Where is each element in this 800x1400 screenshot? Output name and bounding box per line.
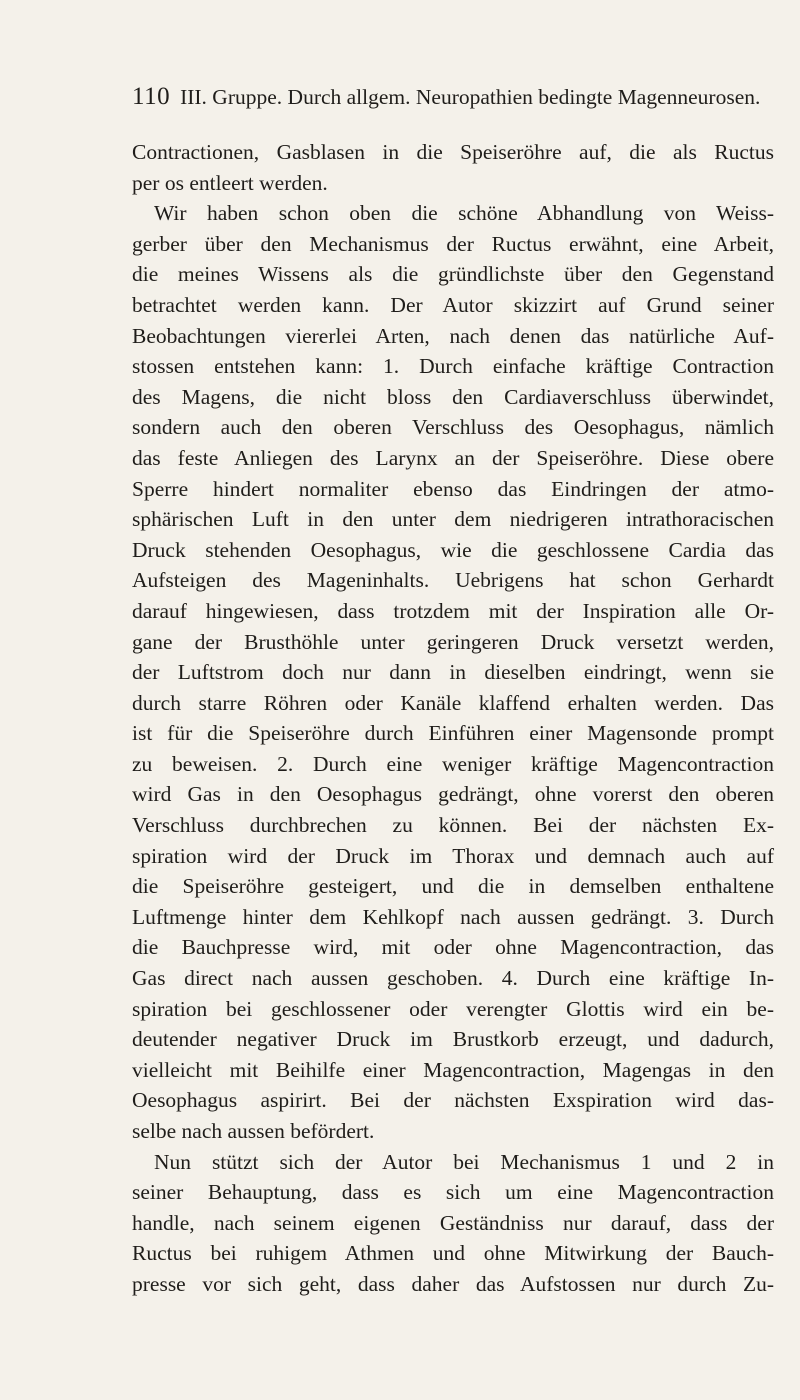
text-line: durch starre Röhren oder Kanäle klaffend erhalten werden. Das (132, 690, 774, 715)
text-line: zu beweisen. 2. Durch eine weniger kräftige Magencontraction (132, 751, 774, 776)
text-line: Druck stehenden Oesophagus, wie die geschlossene Cardia das (132, 537, 774, 562)
text-line: Luftmenge hinter dem Kehlkopf nach aussen gedrängt. 3. Durch (132, 904, 774, 929)
text-line: Beobachtungen viererlei Arten, nach denen das natürliche Auf- (132, 323, 774, 348)
text-line: Nun stützt sich der Autor bei Mechanismus 1 und 2 in (154, 1149, 774, 1174)
text-line: Aufsteigen des Mageninhalts. Uebrigens hat schon Gerhardt (132, 568, 774, 593)
text-line: handle, nach seinem eigenen Geständniss nur darauf, dass der (132, 1210, 774, 1235)
text-line: selbe nach aussen befördert. (132, 1119, 375, 1143)
text-line: darauf hingewiesen, dass trotzdem mit der Inspiration alle Or- (132, 598, 774, 623)
text-line: per os entleert werden. (132, 170, 328, 195)
page-number: 110 (132, 83, 171, 110)
text-line: vielleicht mit Beihilfe einer Magencontraction, Magengas in den (132, 1057, 774, 1082)
text-line: gane der Brusthöhle unter geringeren Druck versetzt werden, (132, 629, 774, 654)
text-line: betrachtet werden kann. Der Autor skizzirt auf Grund seiner (132, 292, 774, 317)
text-line: Sperre hindert normaliter ebenso das Eindringen der atmo- (132, 476, 774, 501)
text-line: die Speiseröhre gesteigert, und die in demselben enthaltene (132, 874, 774, 899)
running-header (132, 82, 772, 112)
text-line: Verschluss durchbrechen zu können. Bei der nächsten Ex- (132, 813, 774, 838)
text-line: das feste Anliegen des Larynx an der Speiseröhre. Diese obere (132, 445, 774, 470)
text-line: die meines Wissens als die gründlichste über den Gegenstand (132, 262, 774, 287)
text-line: seiner Behauptung, dass es sich um eine Magencontraction (132, 1180, 774, 1205)
text-line: ist für die Speiseröhre durch Einführen einer Magensonde prompt (132, 721, 774, 746)
text-line: der Luftstrom doch nur dann in dieselben eindringt, wenn sie (132, 660, 774, 685)
text-line: deutender negativer Druck im Brustkorb erzeugt, und dadurch, (132, 1027, 774, 1052)
text-line: die Bauchpresse wird, mit oder ohne Magencontraction, das (132, 935, 774, 960)
text-line: spiration bei geschlossener oder verengter Glottis wird ein be- (132, 996, 774, 1021)
text-line: spiration wird der Druck im Thorax und demnach auch auf (132, 843, 774, 868)
text-line: presse vor sich geht, dass daher das Aufstossen nur durch Zu- (132, 1271, 774, 1296)
text-line: Oesophagus aspirirt. Bei der nächsten Exspiration wird das- (132, 1088, 774, 1113)
text-line: Gas direct nach aussen geschoben. 4. Durch eine kräftige In- (132, 966, 774, 991)
text-line: des Magens, die nicht bloss den Cardiaverschluss überwindet, (132, 384, 774, 409)
text-line: Ructus bei ruhigem Athmen und ohne Mitwirkung der Bauch- (132, 1241, 774, 1266)
text-line: Contractionen, Gasblasen in die Speiseröhre auf, die als Ructus (132, 140, 774, 164)
text-line: sphärischen Luft in den unter dem niedrigeren intrathoracischen (132, 507, 774, 532)
text-line: sondern auch den oberen Verschluss des Oesophagus, nämlich (132, 415, 774, 440)
text-line: Wir haben schon oben die schöne Abhandlung von Weiss- (154, 201, 774, 226)
body-text (132, 137, 774, 1300)
text-line: gerber über den Mechanismus der Ructus erwähnt, eine Arbeit, (132, 231, 774, 256)
running-title: III. Gruppe. Durch allgem. Neuropathien bedingte Magenneurosen. (180, 85, 761, 109)
text-line: stossen entstehen kann: 1. Durch einfache kräftige Contraction (132, 354, 774, 379)
text-line: wird Gas in den Oesophagus gedrängt, ohne vorerst den oberen (132, 782, 774, 807)
